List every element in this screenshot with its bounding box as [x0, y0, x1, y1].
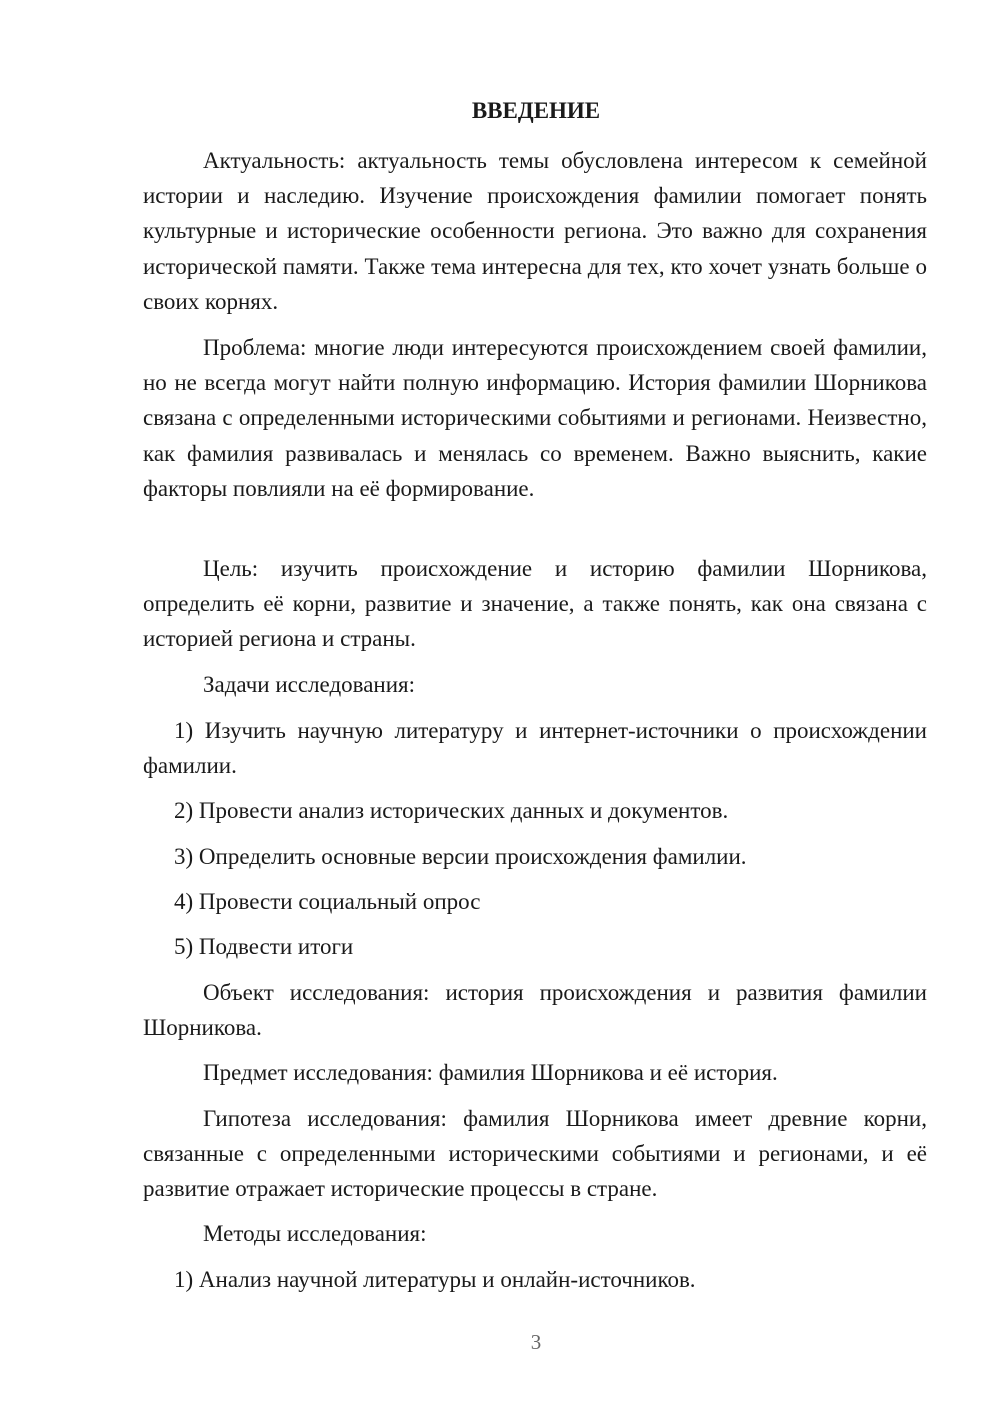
task-item-2: 2) Провести анализ исторических данных и документов. [174, 798, 729, 823]
task-item-5: 5) Подвести итоги [174, 934, 354, 959]
method-item-1: 1) Анализ научной литературы и онлайн-источников. [174, 1267, 696, 1292]
goal-paragraph: Цель: изучить происхождение и историю фамилии Шорникова, определить её корни, развитие и значение, а также понять, как она связана с историей региона и страны. [143, 556, 927, 652]
object-paragraph: Объект исследования: история происхождения и развития фамилии Шорникова. [143, 980, 927, 1041]
hypothesis-paragraph: Гипотеза исследования: фамилия Шорникова имеет древние корни, связанные с определенными историческими событиями и регионами, и её развитие отражает исторические процессы в стране. [143, 1106, 927, 1202]
page-number: 3 [530, 1330, 542, 1354]
task-item-4: 4) Провести социальный опрос [174, 889, 481, 914]
relevance-paragraph: Актуальность: актуальность темы обусловлена интересом к семейной истории и наследию. Изучение происхождения фамилии помогает понять культурные и исторические особенности региона. Это важно для сохранения исторической памяти. Также тема интересна для тех, кто хочет узнать больше о своих корнях. [143, 148, 927, 314]
methods-heading: Методы исследования: [203, 1221, 427, 1246]
problem-paragraph: Проблема: многие люди интересуются происхождением своей фамилии, но не всегда могут найти полную информацию. История фамилии Шорникова связана с определенными историческими событиями и регионами. Неизвестно, как фамилия развивалась и менялась со временем. Важно выяснить, какие факторы повлияли на её формирование. [143, 335, 927, 501]
subject-paragraph: Предмет исследования: фамилия Шорникова и её история. [203, 1060, 778, 1085]
task-item-1: 1) Изучить научную литературу и интернет-источники о происхождении фамилии. [143, 718, 927, 779]
page-title: ВВЕДЕНИЕ [471, 98, 601, 123]
tasks-heading: Задачи исследования: [203, 672, 416, 697]
task-item-3: 3) Определить основные версии происхождения фамилии. [174, 844, 747, 869]
